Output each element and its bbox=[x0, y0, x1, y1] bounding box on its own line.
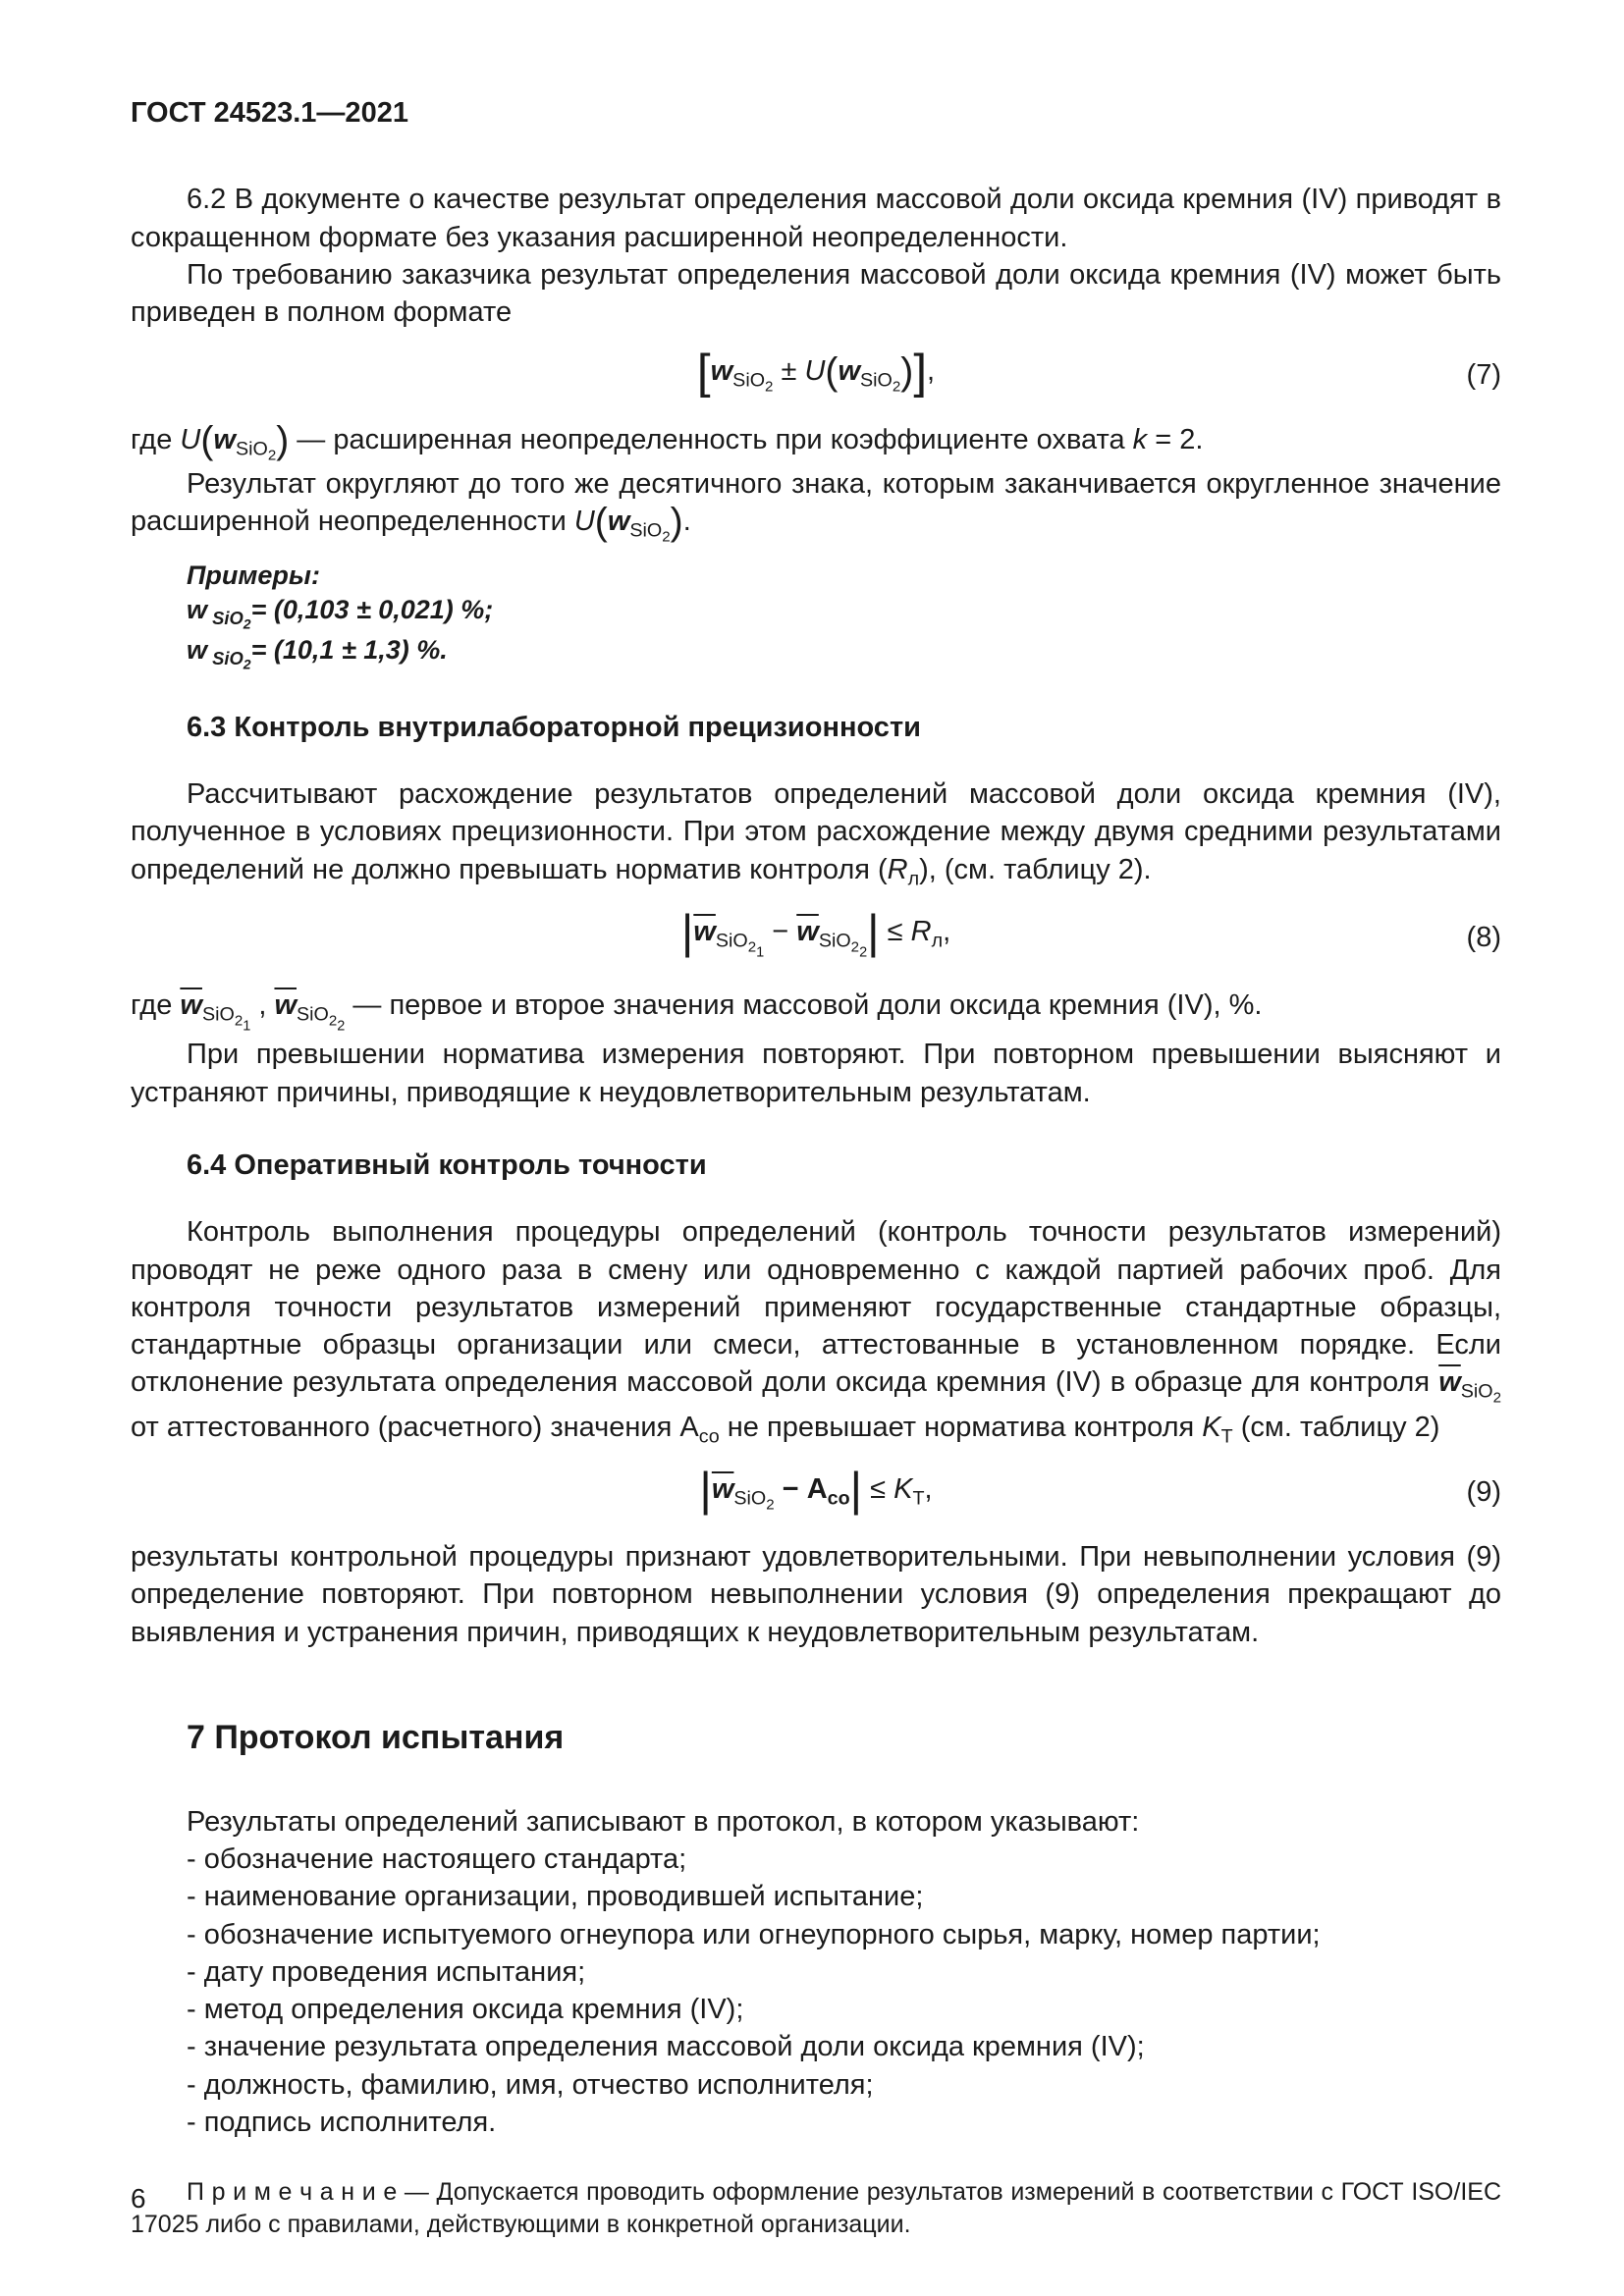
examples-block bbox=[187, 559, 1501, 673]
paragraph-7-intro: Результаты определений записывают в протокол, в котором указывают: bbox=[187, 1805, 1140, 1838]
formula-9-row bbox=[131, 1464, 1501, 1517]
protocol-list bbox=[131, 1841, 1501, 2141]
formula-7-number: (7) bbox=[1466, 358, 1501, 391]
heading-6-4: 6.4 Оперативный контроль точности bbox=[187, 1149, 707, 1182]
formula-8-number: (8) bbox=[1466, 922, 1501, 954]
formula-7: $[w_{SiO2} \pm U(w_{SiO2})]$, bbox=[696, 345, 936, 400]
paragraph-6-3-repeat: При превышении норматива измерения повторяют. При повторном превышении выясняют и устраняют причины, приводящие к неудовлетворительным результатам. bbox=[131, 1039, 1501, 1108]
heading-7: 7 Протокол испытания bbox=[187, 1718, 565, 1756]
paragraph-6-4-results: результаты контрольной процедуры признают удовлетворительными. При невыполнении условия (9) определение повторяют. При повторном невыполнении условия (9) определения прекращают до выявления и устранения причин, приводящих к неудовлетворительным результатам. bbox=[131, 1541, 1501, 1648]
paragraph-6-4-intro: Контроль выполнения процедуры определений (контроль точности результатов измерений) проводят не реже одного раза в смену или одновременно с каждой партией рабочих проб. Для контроля точности результатов измерений применяют государственные стандартные образцы, стандартные образцы организации или смеси, аттестованные в установленном порядке. Если отклонение результата определения массовой доли оксида кремния (IV) в образце для контроля $\overline{w}_{SiO2}$ от аттестованного (расчетного) значения $А_{со}$ не превышает норматива контроля $K_Т$ (см. таблицу 2) bbox=[131, 1216, 1501, 1447]
list-item: - дату проведения испытания; bbox=[187, 1955, 586, 1988]
list-item: - метод определения оксида кремния (IV); bbox=[187, 1994, 744, 2026]
paragraph-where-u: где $U(w_{SiO2})$ — расширенная неопределенность при коэффициенте охвата k = 2. bbox=[131, 419, 1204, 463]
formula-8: $|\overline{w}_{SiO21} - \overline{w}_{SiO22}| \le R_л$, bbox=[680, 906, 951, 961]
paragraph-where-w: где $\overline{w}_{SiO21}$ , $\overline{w}_{SiO22}$ — первое и второе значения массовой доли оксида кремния (IV), %. bbox=[131, 988, 1263, 1035]
paragraph-6-3-intro: Рассчитывают расхождение результатов определений массовой доли оксида кремния (IV), полученное в условиях прецизионности. При этом расхождение между двумя средними результатами определений не должно превышать норматив контроля $(R_л)$, (см. таблицу 2). bbox=[131, 778, 1501, 889]
examples-title: Примеры: bbox=[187, 561, 320, 591]
heading-6-3: 6.3 Контроль внутрилабораторной прецизионности bbox=[187, 711, 921, 743]
paragraph-rounding: Результат округляют до того же десятичного знака, которым заканчивается округленное значение расширенной неопределенности $U(w_{SiO2})$. bbox=[131, 467, 1501, 546]
list-item: - значение результата определения массовой доли оксида кремния (IV); bbox=[187, 2031, 1145, 2063]
list-item: - обозначение настоящего стандарта; bbox=[187, 1842, 687, 1875]
paragraph-6-2-full-format: По требованию заказчика результат определения массовой доли оксида кремния (IV) может быть приведен в полном формате bbox=[131, 258, 1501, 329]
list-item: - подпись исполнителя. bbox=[187, 2106, 497, 2138]
example-line-2: w $_{SiO2}$= (10,1 ± 1,3) %. bbox=[187, 635, 448, 672]
list-item: - обозначение испытуемого огнеупора или огнеупорного сырья, марку, номер партии; bbox=[187, 1918, 1321, 1950]
page-header: ГОСТ 24523.1—2021 bbox=[131, 97, 408, 129]
formula-7-row bbox=[131, 345, 1501, 400]
list-item: - наименование организации, проводившей испытание; bbox=[187, 1881, 924, 1913]
formula-9: $|\overline{w}_{SiO2} - А_{со}| \le K_Т$, bbox=[699, 1464, 933, 1517]
page-number: 6 bbox=[131, 2183, 146, 2215]
example-line-1: w $_{SiO2}$= (0,103 ± 0,021) %; bbox=[187, 595, 494, 632]
note-paragraph: П р и м е ч а н и е — Допускается проводить оформление результатов измерений в соответствии с ГОСТ ISO/IEC 17025 либо с правилами, действующими в конкретной организации. bbox=[131, 2178, 1501, 2239]
list-item: - должность, фамилию, имя, отчество исполнителя; bbox=[187, 2068, 874, 2101]
paragraph-6-2: 6.2 В документе о качестве результат определения массовой доли оксида кремния (IV) приводят в сокращенном формате без указания расширенной неопределенности. bbox=[131, 184, 1501, 253]
formula-8-row bbox=[131, 906, 1501, 963]
formula-9-number: (9) bbox=[1466, 1476, 1501, 1509]
